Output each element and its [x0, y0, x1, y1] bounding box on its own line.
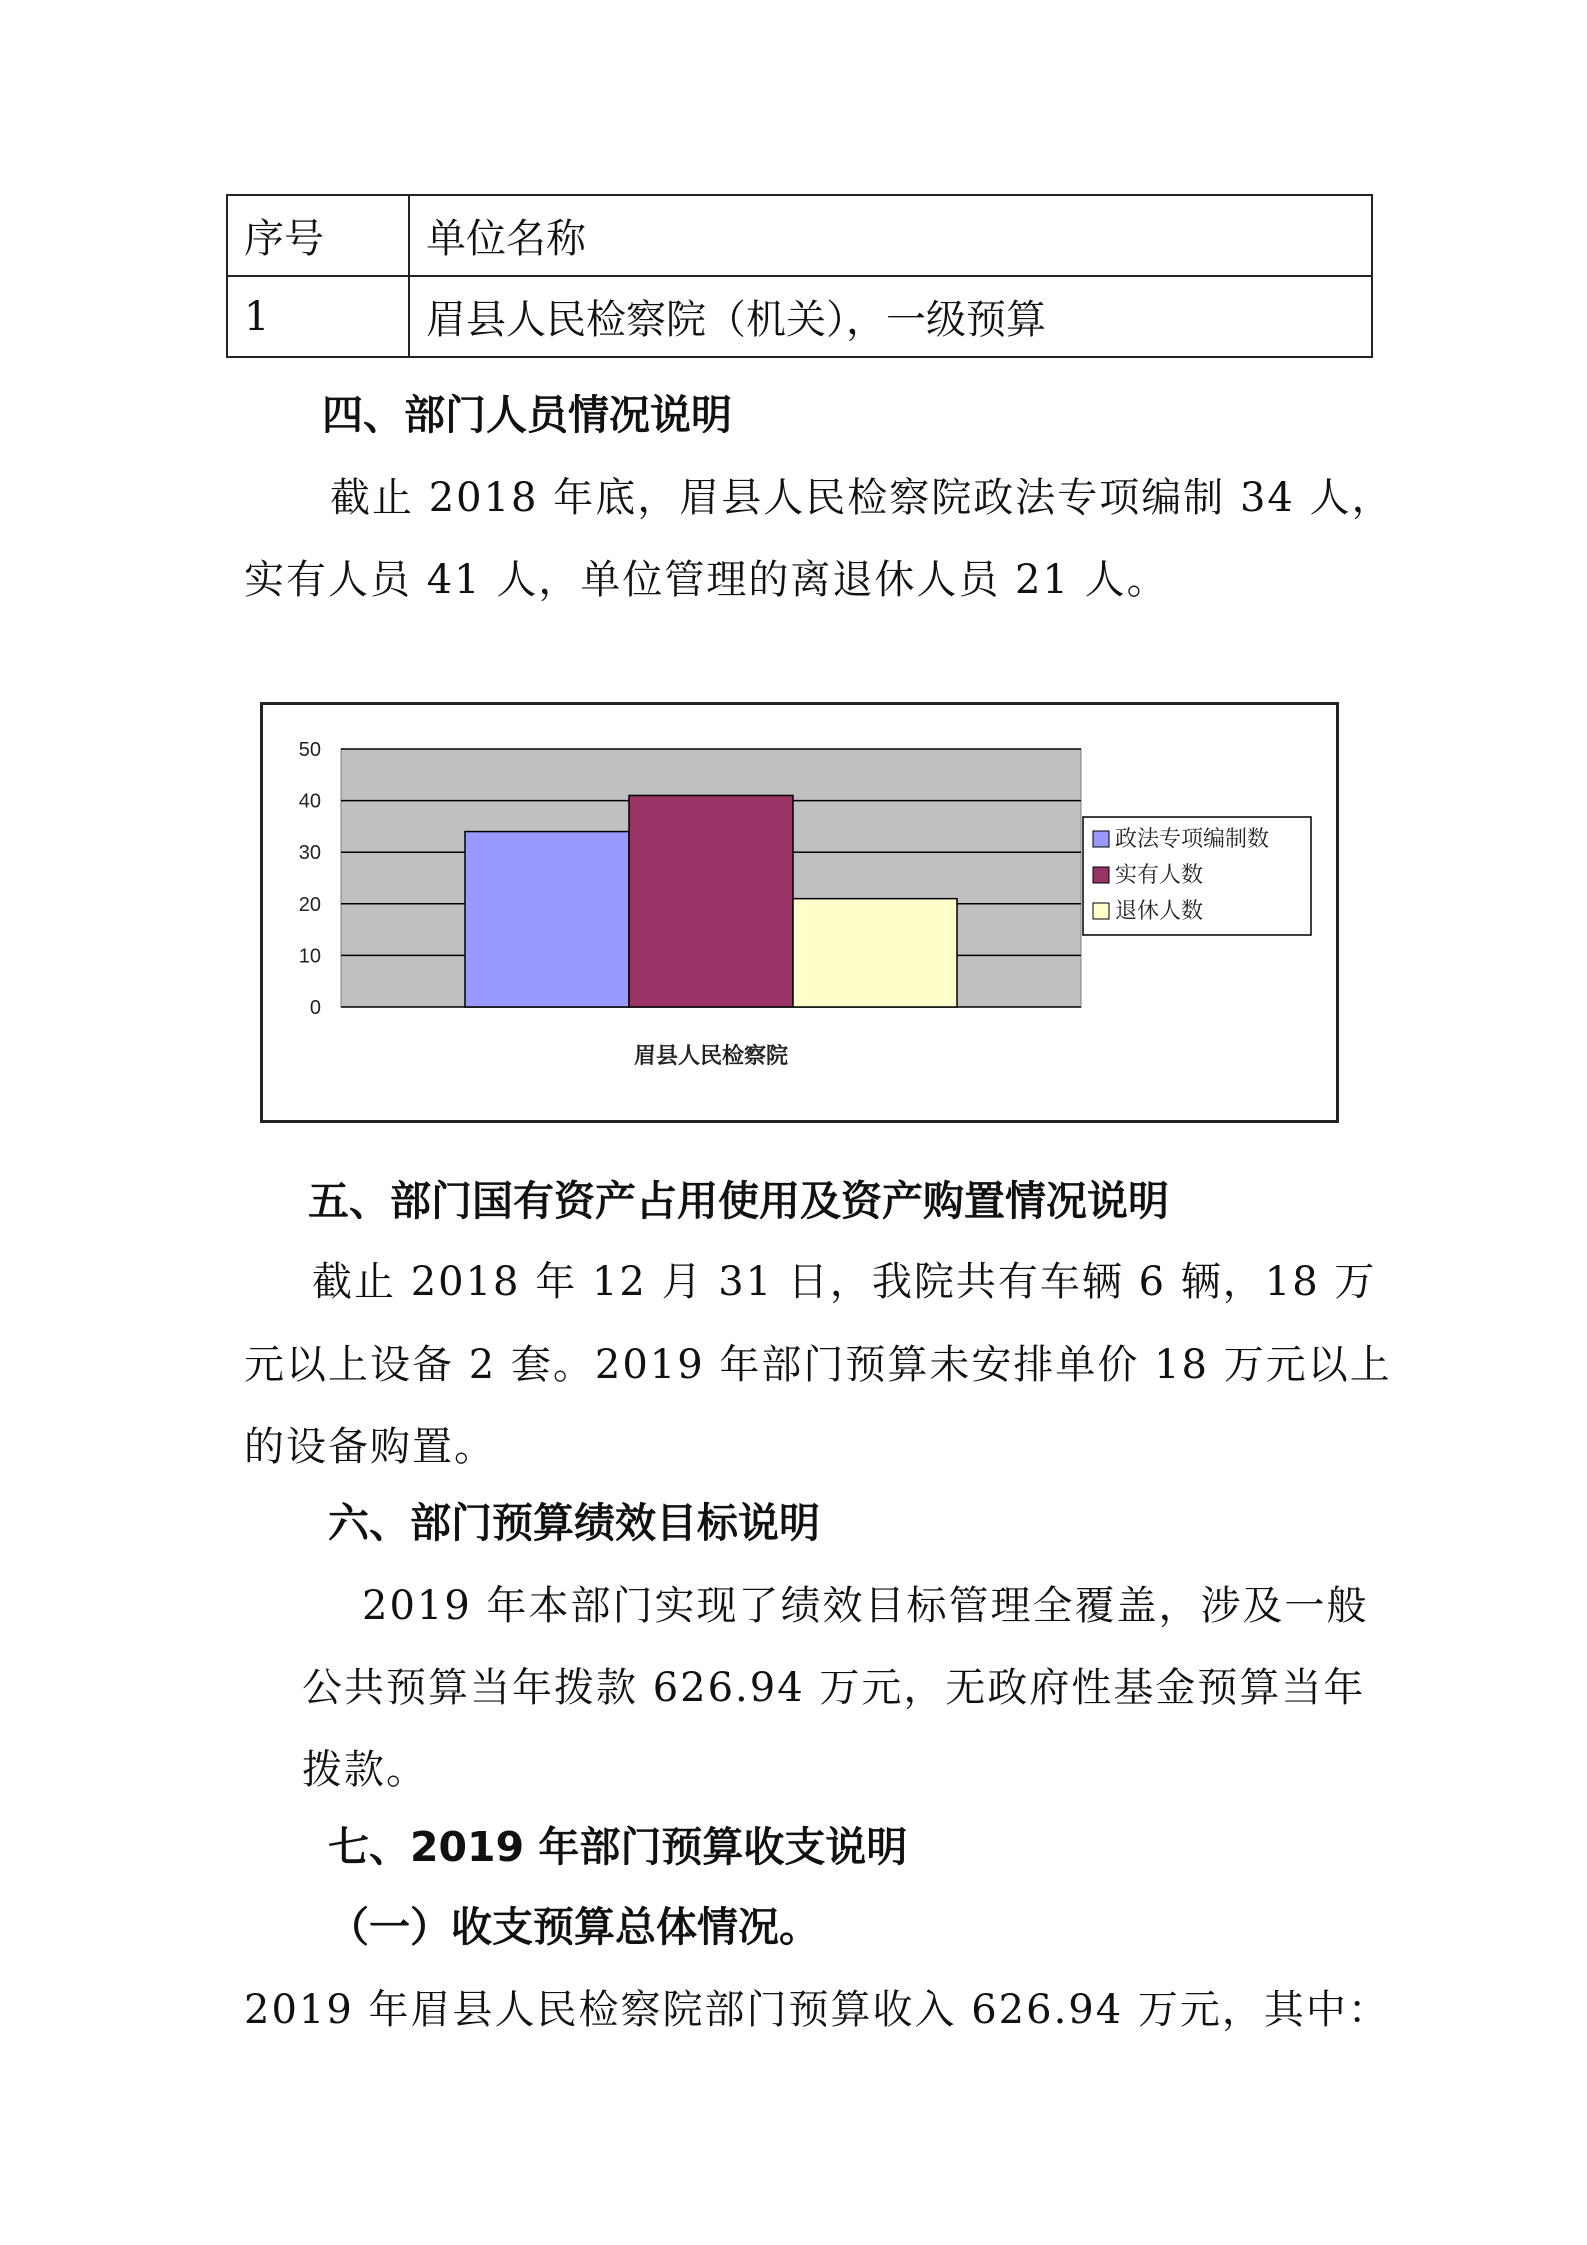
y-tick-label: 40	[298, 790, 321, 813]
bar	[465, 832, 629, 1007]
y-tick-label: 20	[298, 893, 321, 916]
legend-swatch	[1093, 867, 1109, 883]
legend-label: 政法专项编制数	[1115, 827, 1270, 852]
table-row	[227, 276, 1372, 357]
legend-swatch	[1093, 903, 1109, 919]
table-header-row	[227, 195, 1372, 276]
paragraph-line: 的设备购置。	[244, 1424, 496, 1470]
section-heading-assets: 五、部门国有资产占用使用及资产购置情况说明	[308, 1177, 1169, 1225]
paragraph-line: 元以上设备 2 套。2019 年部门预算未安排单价 18 万元以上	[244, 1342, 1392, 1388]
y-tick-label: 10	[298, 945, 321, 968]
section-heading-personnel: 四、部门人员情况说明	[322, 391, 732, 439]
table-header-cell: 单位名称	[409, 195, 1372, 276]
bar	[793, 899, 957, 1007]
y-tick-label: 50	[298, 739, 321, 761]
paragraph-line: 2019 年本部门实现了绩效目标管理全覆盖，涉及一般	[362, 1583, 1369, 1629]
paragraph-line: 截止 2018 年 12 月 31 日，我院共有车辆 6 辆，18 万	[312, 1259, 1377, 1305]
staff-bar-chart	[260, 702, 1339, 1123]
paragraph-line: 公共预算当年拨款 626.94 万元，无政府性基金预算当年	[302, 1665, 1366, 1711]
table-cell: 眉县人民检察院（机关），一级预算	[409, 276, 1372, 357]
paragraph-line: 实有人员 41 人，单位管理的离退休人员 21 人。	[244, 557, 1169, 603]
subsection-heading: （一）收支预算总体情况。	[328, 1903, 820, 1951]
section-heading-budget: 七、2019 年部门预算收支说明	[328, 1823, 908, 1871]
legend-label: 实有人数	[1115, 863, 1204, 888]
y-tick-label: 0	[309, 997, 321, 1019]
bar	[629, 795, 793, 1007]
table-header-cell: 序号	[227, 195, 409, 276]
x-category-label: 眉县人民检察院	[633, 1044, 789, 1069]
legend-label: 退休人数	[1115, 899, 1204, 924]
legend-swatch	[1093, 831, 1109, 847]
paragraph-line: 2019 年眉县人民检察院部门预算收入 626.94 万元，其中：	[244, 1987, 1390, 2033]
unit-table	[226, 194, 1373, 358]
paragraph-line: 拨款。	[302, 1747, 428, 1793]
chart-svg	[263, 705, 1336, 1120]
y-tick-label: 30	[298, 842, 321, 865]
table-cell: 1	[227, 276, 409, 357]
section-heading-performance: 六、部门预算绩效目标说明	[328, 1499, 820, 1547]
paragraph-line: 截止 2018 年底，眉县人民检察院政法专项编制 34 人，	[330, 475, 1394, 521]
